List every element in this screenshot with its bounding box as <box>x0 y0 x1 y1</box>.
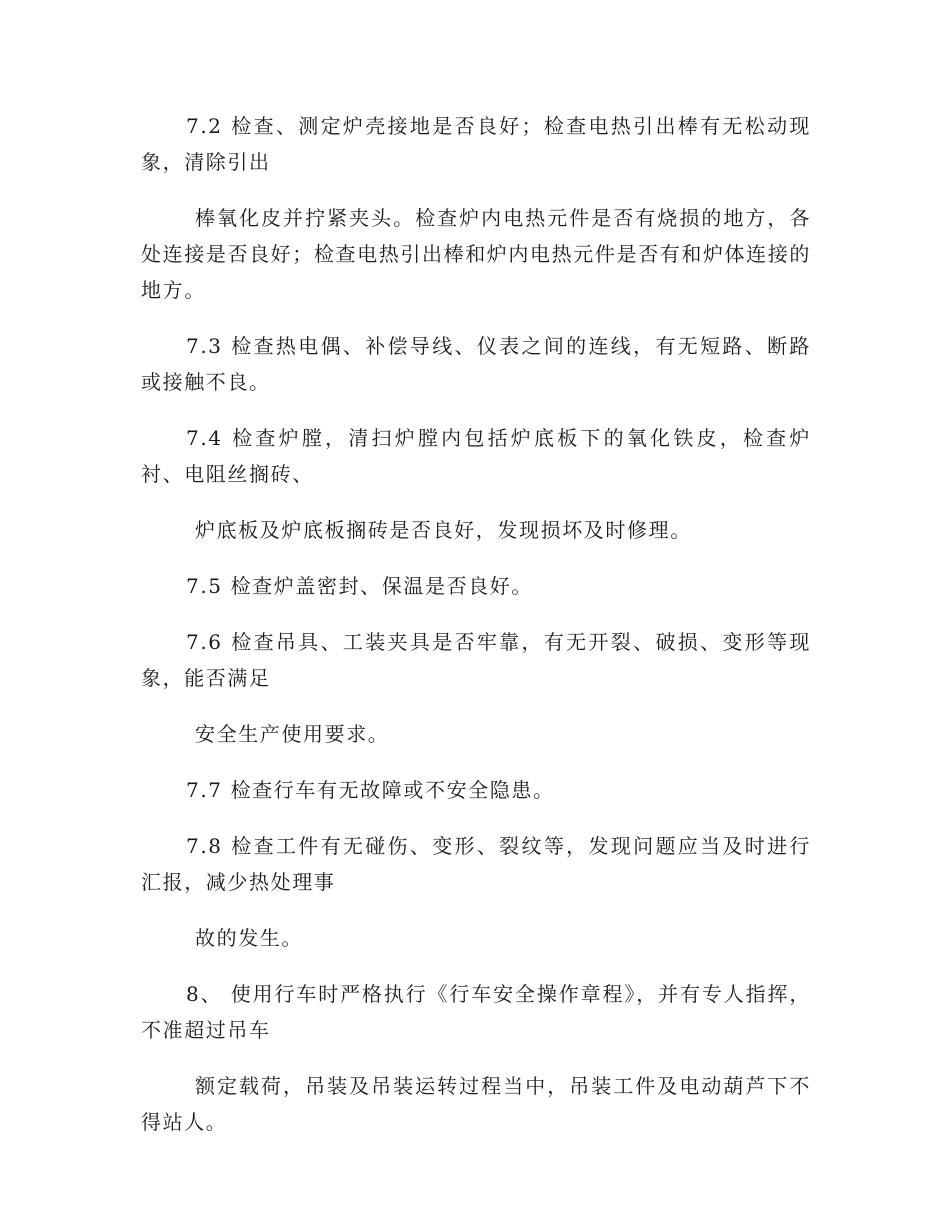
paragraph-7-8-continued: 故的发生。 <box>195 926 303 950</box>
paragraph-7-5: 7.5 检查炉盖密封、保温是否良好。 <box>186 574 533 598</box>
paragraph-7-2: 7.2 检查、测定炉壳接地是否良好；检查电热引出棒有无松动现象，清除引出 <box>141 114 811 174</box>
paragraph-8-continued: 额定载荷，吊装及吊装运转过程当中，吊装工件及电动葫芦下不得站人。 <box>141 1074 811 1134</box>
paragraph-7-4: 7.4 检查炉膛，清扫炉膛内包括炉底板下的氧化铁皮，检查炉衬、电阻丝搁砖、 <box>141 426 811 486</box>
paragraph-8: 8、 使用行车时严格执行《行车安全操作章程》，并有专人指挥，不准超过吊车 <box>141 982 811 1042</box>
paragraph-7-2-continued: 棒氧化皮并拧紧夹头。检查炉内电热元件是否有烧损的地方，各处连接是否良好；检查电热引出棒和炉内电热元件是否有和炉体连接的地方。 <box>141 206 811 302</box>
paragraph-7-6: 7.6 检查吊具、工装夹具是否牢靠，有无开裂、破损、变形等现象，能否满足 <box>141 630 811 690</box>
paragraph-7-4-continued: 炉底板及炉底板搁砖是否良好，发现损坏及时修理。 <box>195 518 692 542</box>
paragraph-7-8: 7.8 检查工件有无碰伤、变形、裂纹等，发现问题应当及时进行汇报，减少热处理事 <box>141 834 811 894</box>
document-page <box>141 108 811 1160</box>
paragraph-7-7: 7.7 检查行车有无故障或不安全隐患。 <box>186 778 555 802</box>
paragraph-7-3: 7.3 检查热电偶、补偿导线、仪表之间的连线，有无短路、断路或接触不良。 <box>141 334 811 394</box>
paragraph-7-6-continued: 安全生产使用要求。 <box>195 722 390 746</box>
